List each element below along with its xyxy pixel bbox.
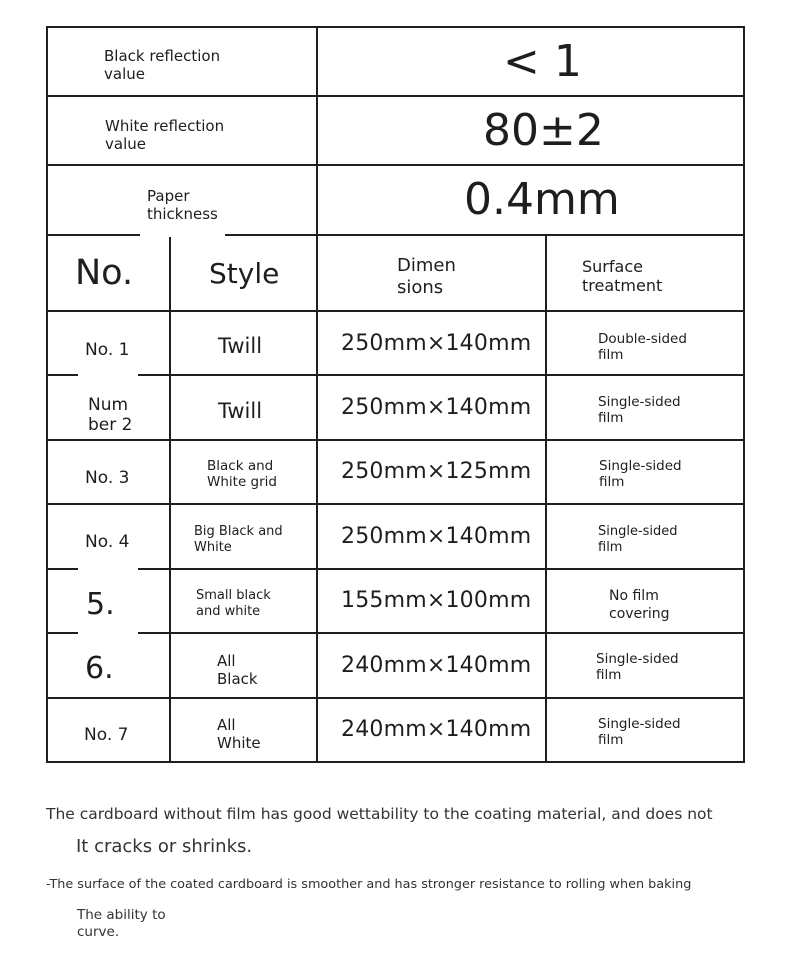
row-surface: Single-sided film bbox=[598, 524, 678, 555]
row-no: No. 3 bbox=[85, 468, 130, 488]
note-line: The cardboard without film has good wettability to the coating material, and does not bbox=[46, 805, 713, 823]
row-surface: Single-sided film bbox=[599, 458, 682, 490]
table-rule bbox=[46, 761, 745, 763]
table-rule bbox=[46, 374, 78, 376]
table-rule bbox=[46, 697, 745, 699]
row-style: All Black bbox=[217, 652, 258, 688]
row-no: 6. bbox=[85, 651, 114, 686]
property-label: Paper thickness bbox=[147, 187, 218, 223]
specification-table bbox=[46, 26, 745, 763]
header-style: Style bbox=[209, 257, 280, 290]
header-no: No. bbox=[75, 253, 134, 293]
row-surface: Double-sided film bbox=[598, 331, 687, 363]
table-rule bbox=[225, 234, 745, 236]
header-surface: Surface treatment bbox=[582, 257, 663, 295]
table-rule bbox=[46, 310, 745, 312]
row-no: No. 1 bbox=[85, 340, 130, 360]
row-dimensions: 250mm×140mm bbox=[341, 331, 532, 356]
table-rule bbox=[46, 95, 745, 97]
table-rule bbox=[138, 568, 745, 570]
property-label: Black reflection value bbox=[104, 47, 221, 83]
row-surface: No film covering bbox=[609, 588, 670, 622]
property-label: White reflection value bbox=[105, 117, 225, 153]
property-value: < 1 bbox=[503, 36, 582, 87]
note-line: The ability to bbox=[77, 907, 166, 923]
row-dimensions: 155mm×100mm bbox=[341, 588, 532, 613]
row-no: 5. bbox=[86, 587, 115, 622]
row-dimensions: 240mm×140mm bbox=[341, 717, 532, 742]
row-surface: Single-sided film bbox=[598, 394, 681, 426]
table-rule bbox=[46, 26, 48, 763]
row-style: Small black and white bbox=[196, 588, 271, 619]
table-rule bbox=[545, 234, 547, 763]
row-style: Big Black and White bbox=[194, 524, 283, 555]
table-rule bbox=[46, 234, 140, 236]
property-value: 80±2 bbox=[483, 105, 604, 156]
note-line: It cracks or shrinks. bbox=[76, 836, 253, 857]
table-rule bbox=[46, 164, 745, 166]
row-no: Num ber 2 bbox=[88, 395, 133, 435]
table-rule bbox=[46, 632, 78, 634]
table-rule bbox=[46, 568, 78, 570]
table-rule bbox=[46, 26, 745, 28]
table-rule bbox=[46, 503, 745, 505]
table-rule bbox=[169, 237, 171, 763]
row-style: Twill bbox=[218, 399, 263, 423]
row-style: Twill bbox=[218, 334, 263, 358]
row-surface: Single-sided film bbox=[596, 651, 679, 683]
note-line: curve. bbox=[77, 924, 120, 940]
row-style: Black and White grid bbox=[207, 458, 277, 490]
table-rule bbox=[46, 439, 745, 441]
row-no: No. 7 bbox=[84, 725, 129, 745]
row-dimensions: 250mm×140mm bbox=[341, 395, 532, 420]
table-rule bbox=[138, 374, 745, 376]
row-style: All White bbox=[217, 716, 261, 752]
table-rule bbox=[138, 632, 745, 634]
note-line: -The surface of the coated cardboard is smoother and has stronger resistance to rolling when baking bbox=[46, 877, 692, 892]
row-dimensions: 250mm×140mm bbox=[341, 524, 532, 549]
property-value: 0.4mm bbox=[464, 174, 620, 225]
header-dimensions: Dimen sions bbox=[397, 255, 456, 298]
row-dimensions: 250mm×125mm bbox=[341, 459, 532, 484]
table-rule bbox=[316, 26, 318, 763]
table-rule bbox=[743, 26, 745, 763]
row-no: No. 4 bbox=[85, 532, 130, 552]
row-surface: Single-sided film bbox=[598, 716, 681, 748]
row-dimensions: 240mm×140mm bbox=[341, 653, 532, 678]
